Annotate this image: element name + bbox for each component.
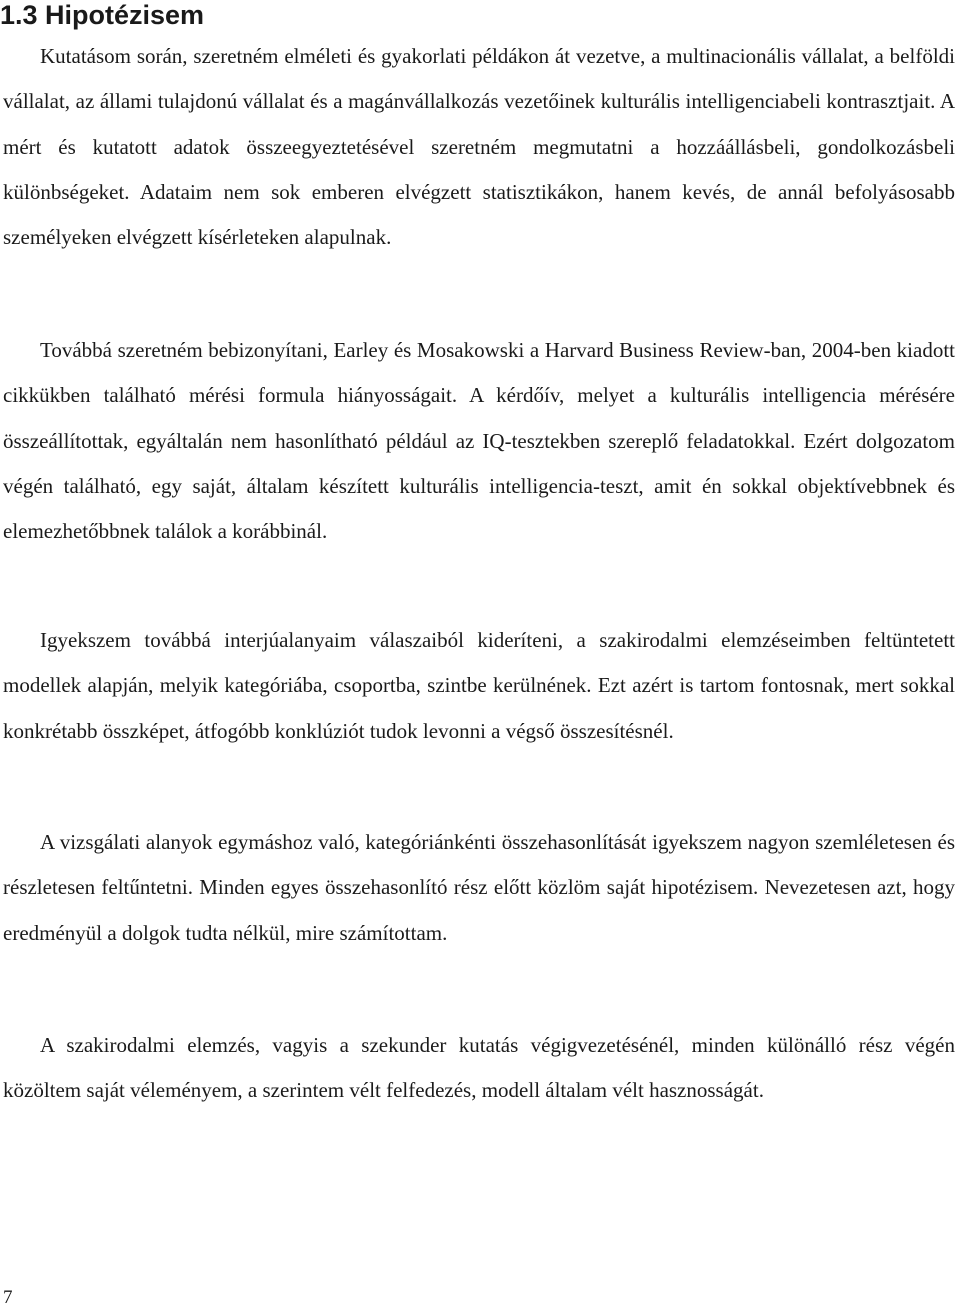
paragraph-3	[3, 618, 955, 754]
paragraph-text: Továbbá szeretném bebizonyítani, Earley és Mosakowski a Harvard Business Review-ban, 2004-ben kiadott cikkükben található mérési formula hiányosságait. A kérdőív, melyet a kulturális intelligencia mérésére összeállítottak, egyáltalán nem hasonlítható például az IQ-tesztekben szereplő feladatokkal. Ezért dolgozatom végén található, egy saját, általam készített kulturális intelligencia-teszt, amit én sokkal objektívebbnek és elemezhetőbbnek találok a korábbinál.	[3, 338, 955, 544]
paragraph-text: Igyekszem továbbá interjúalanyaim válaszaiból kideríteni, a szakirodalmi elemzéseimben feltüntetett modellek alapján, melyik kategóriába, csoportba, szintbe kerülnének. Ezt azért is tartom fontosnak, mert sokkal konkrétabb összképet, átfogóbb konklúziót tudok levonni a végső összesítésnél.	[3, 628, 955, 743]
paragraph-1	[3, 34, 955, 260]
section-heading: 1.3 Hipotézisem	[0, 0, 205, 30]
paragraph-text: Kutatásom során, szeretném elméleti és gyakorlati példákon át vezetve, a multinacionális vállalat, a belföldi vállalat, az állami tulajdonú vállalat és a magánvállalkozás vezetőinek kulturális intelligenciabeli kontrasztjait. A mért és kutatott adatok összeegyeztetésével szeretném megmutatni a hozzáállásbeli, gondolkozásbeli különbségeket. Adataim nem sok emberen elvégzett statisztikákon, hanem kevés, de annál befolyásosabb személyeken elvégzett kísérleteken alapulnak.	[3, 44, 955, 250]
page-number: 7	[3, 1287, 13, 1308]
paragraph-text: A vizsgálati alanyok egymáshoz való, kategóriánkénti összehasonlítását igyekszem nagyon szemléletesen és részletesen feltűntetni. Minden egyes összehasonlító rész előtt közlöm saját hipotézisem. Nevezetesen azt, hogy eredményül a dolgok tudta nélkül, mire számítottam.	[3, 830, 955, 945]
paragraph-text: A szakirodalmi elemzés, vagyis a szekunder kutatás végigvezetésénél, minden különálló rész végén közöltem saját véleményem, a szerintem vélt felfedezés, modell általam vélt hasznosságát.	[3, 1033, 955, 1103]
paragraph-4	[3, 820, 955, 956]
paragraph-5	[3, 1023, 955, 1114]
paragraph-2	[3, 328, 955, 554]
